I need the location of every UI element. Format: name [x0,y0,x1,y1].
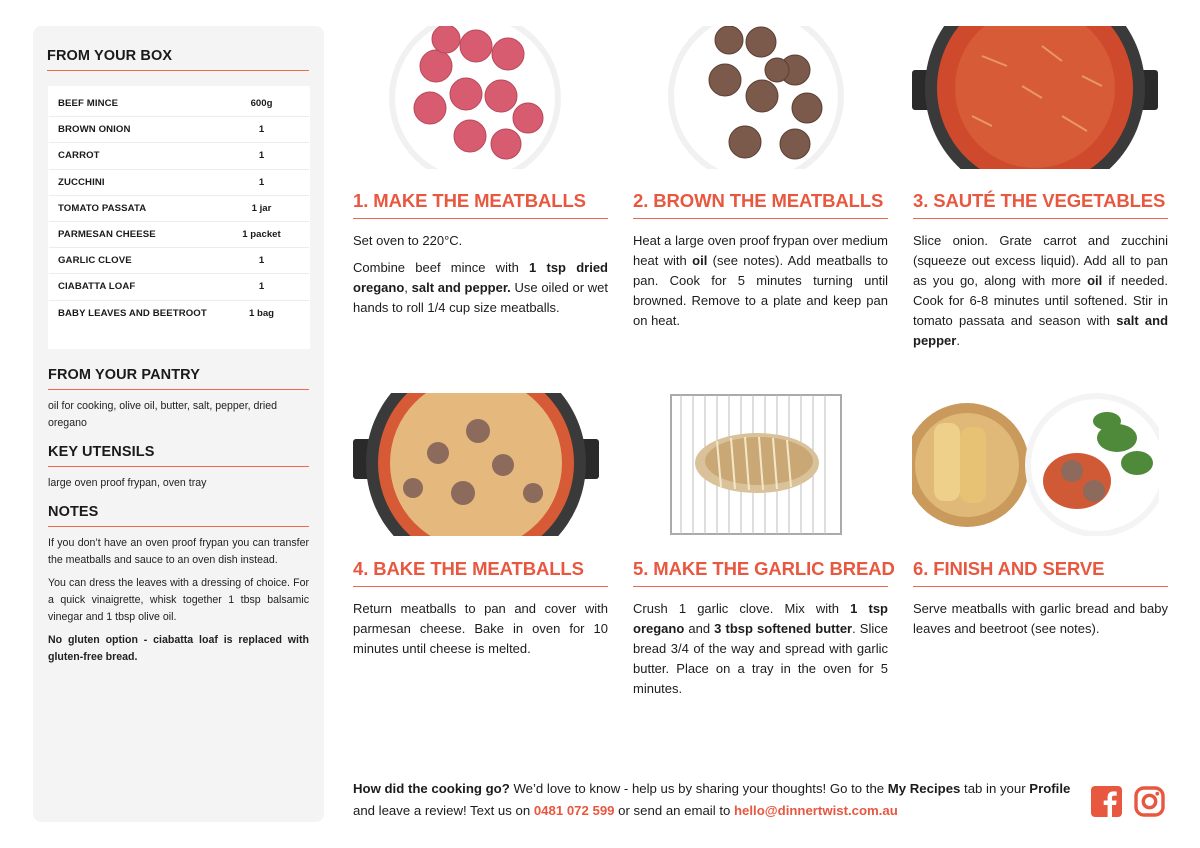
step-paragraph: Return meatballs to pan and cover with parmesan cheese. Bake in oven for 10 minutes until cheese is melted. [353,601,608,656]
my-recipes-label: My Recipes [887,781,961,796]
step-paragraph: Set oven to 220°C. [353,233,463,248]
bold-text: 1 tsp oregano [633,601,888,636]
text: and [684,621,715,636]
ingredient-name: BABY LEAVES AND BEETROOT [58,308,207,320]
bold-text: salt and pepper. [411,280,511,295]
text: tab in your [960,781,1030,796]
garlic-bread-image [669,393,843,536]
text: We’d love to know - help us by sharing your thoughts! Go to the [509,781,888,796]
utensils-section [48,444,309,492]
ingredient-row [49,143,309,169]
step-text [633,599,888,699]
ingredient-name: ZUCCHINI [58,176,105,188]
step-text [353,599,608,659]
text: if needed. Cook for 6-8 minutes until softened. Stir in tomato passata and season with [913,273,1168,328]
step-6 [913,558,1168,639]
step-paragraph [633,599,888,699]
baked-meatballs-image [353,393,600,536]
facebook-icon[interactable] [1091,786,1122,817]
ingredient-row [49,222,309,248]
notes-gluten-free: No gluten option - ciabatta loaf is replaced with gluten-free bread. [48,633,309,663]
step-text [913,231,1168,351]
finished-meal-image [912,393,1159,536]
step-text [913,599,1168,639]
ingredient-name: CARROT [58,150,100,162]
step-title: 4. BAKE THE MEATBALLS [353,558,608,587]
text: , [404,280,412,295]
step-title: 1. MAKE THE MEATBALLS [353,190,608,219]
browned-meatballs-image [667,26,845,169]
sidebar [33,26,324,822]
text: . [956,333,960,348]
instagram-icon[interactable] [1134,786,1165,817]
ingredient-name: TOMATO PASSATA [58,202,147,214]
notes-paragraph: If you don’t have an oven proof frypan you can transfer the meatballs and sauce to an oven dish instead. [48,536,309,566]
step-title: 5. MAKE THE GARLIC BREAD [633,558,888,587]
step-paragraph [913,231,1168,351]
ingredient-row [49,248,309,274]
ingredient-qty: 1 [258,176,265,188]
step-3 [913,190,1168,351]
ingredient-row [49,117,309,143]
text: Heat a large oven proof frypan over medium heat with [633,233,888,268]
from-your-box-heading: FROM YOUR BOX [47,48,309,71]
step-5 [633,558,895,699]
pantry-section [48,367,309,432]
email-link[interactable]: hello@dinnertwist.com.au [734,803,898,818]
ingredient-name: CIABATTA LOAF [58,281,136,293]
ingredients-table [48,86,310,349]
ingredient-row [49,301,309,327]
notes-section [48,504,309,666]
utensils-heading: KEY UTENSILS [48,444,309,467]
step-text [633,231,888,331]
text: Slice onion. Grate carrot and zucchini (squeeze out excess liquid). Add all to pan as you go, along with more [913,233,1168,288]
text: and leave a review! Text us on [353,803,534,818]
ingredient-qty: 1 packet [242,229,281,241]
ingredient-row [49,274,309,300]
step-paragraph [353,258,608,318]
feedback-footer [353,778,1073,822]
ingredient-qty: 1 [258,150,265,162]
step-text [353,231,608,318]
step-title: 2. BROWN THE MEATBALLS [633,190,888,219]
bold-text: oil [692,253,708,268]
text: Crush 1 garlic clove. Mix with [633,601,851,616]
profile-label: Profile [1029,781,1071,796]
bold-text: salt and pepper [913,313,1169,348]
text: Combine beef mince with [353,260,530,275]
notes-paragraph: You can dress the leaves with a dressing of choice. For a quick vinaigrette, whisk together 1 tbsp balsamic vinegar and 1 tbsp olive oil. [48,576,309,623]
step-title: 3. SAUTÉ THE VEGETABLES [913,190,1168,219]
ingredient-qty: 1 [258,124,265,136]
step-title: 6. FINISH AND SERVE [913,558,1168,587]
ingredient-qty: 600g [250,98,273,110]
sauteed-vegetables-image [912,26,1159,169]
ingredient-name: BROWN ONION [58,124,131,136]
step-paragraph: Serve meatballs with garlic bread and baby leaves and beetroot (see notes). [913,601,1168,636]
ingredient-name: PARMESAN CHEESE [58,229,156,241]
ingredient-row [49,196,309,222]
notes-heading: NOTES [48,504,309,527]
step-4 [353,558,608,659]
bold-text: 1 tsp dried oregano [353,260,608,295]
text: . Slice bread 3/4 of the way and spread with garlic butter. Place on a tray in the oven for 5 minutes. [633,621,888,696]
utensils-text: large oven proof frypan, oven tray [48,476,207,489]
ingredient-qty: 1 bag [248,308,275,320]
step-2 [633,190,888,331]
text: (see notes). Add meatballs to pan. Cook for 5 minutes turning until browned. Remove to a plate and keep pan on heat. [633,253,889,328]
step-paragraph [633,231,888,331]
footer-question: How did the cooking go? [353,781,510,796]
ingredient-qty: 1 [258,281,265,293]
ingredient-qty: 1 jar [251,202,272,214]
ingredient-row [49,91,309,117]
ingredient-name: BEEF MINCE [58,98,119,110]
bold-text: 3 tbsp softened butter [714,621,853,636]
text: or send an email to [614,803,734,818]
ingredient-qty: 1 [258,255,265,267]
bold-text: oil [1087,273,1103,288]
ingredient-row [49,170,309,196]
pantry-text: oil for cooking, olive oil, butter, salt, pepper, dried oregano [48,399,278,429]
text: Use oiled or wet hands to roll 1/4 cup size meatballs. [353,280,608,315]
raw-meatballs-image [388,26,563,169]
ingredient-name: GARLIC CLOVE [58,255,132,267]
phone-link[interactable]: 0481 072 599 [533,803,615,818]
step-1 [353,190,608,318]
pantry-heading: FROM YOUR PANTRY [48,367,309,390]
